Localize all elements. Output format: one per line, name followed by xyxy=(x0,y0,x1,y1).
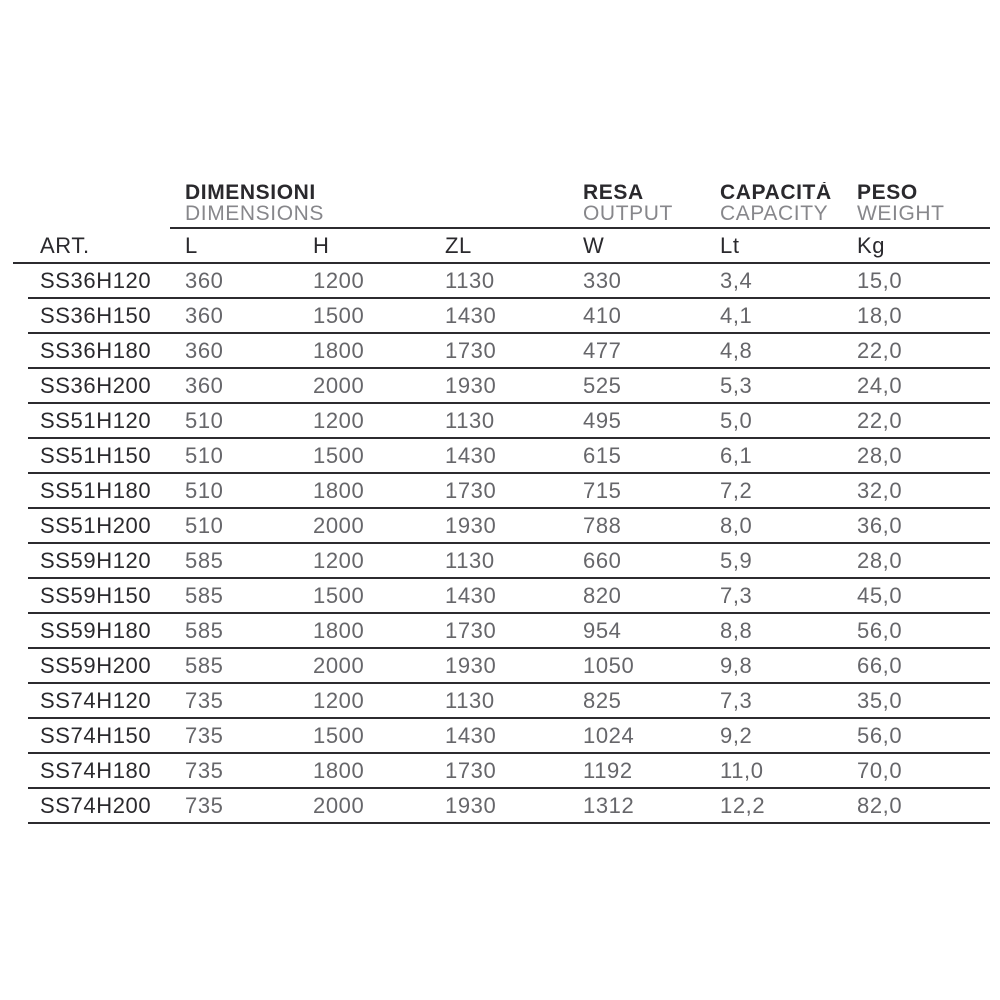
cell-art: SS36H150 xyxy=(40,302,152,328)
cell-w: 660 xyxy=(583,547,622,573)
group-capacity xyxy=(720,182,857,224)
cell-h: 1500 xyxy=(313,722,365,748)
column-header-lt: Lt xyxy=(720,232,740,258)
group-dimensions xyxy=(185,182,583,224)
cell-h: 2000 xyxy=(313,792,365,818)
cell-w: 825 xyxy=(583,687,622,713)
table-row xyxy=(28,614,990,649)
cell-art: SS74H180 xyxy=(40,757,152,783)
cell-zl: 1730 xyxy=(445,337,497,363)
cell-kg: 36,0 xyxy=(857,512,903,538)
group-dimensions-en: DIMENSIONS xyxy=(185,202,325,224)
cell-w: 1050 xyxy=(583,652,635,678)
cell-l: 735 xyxy=(185,687,224,713)
cell-zl: 1430 xyxy=(445,582,497,608)
table-row xyxy=(28,684,990,719)
cell-l: 585 xyxy=(185,582,224,608)
group-output-en: OUTPUT xyxy=(583,202,673,224)
cell-h: 1800 xyxy=(313,477,365,503)
cell-lt: 5,9 xyxy=(720,547,753,573)
cell-art: SS36H180 xyxy=(40,337,152,363)
column-header-zl: ZL xyxy=(445,232,472,258)
cell-h: 2000 xyxy=(313,652,365,678)
cell-kg: 45,0 xyxy=(857,582,903,608)
cell-kg: 18,0 xyxy=(857,302,903,328)
group-weight-it: PESO xyxy=(857,182,918,204)
cell-w: 495 xyxy=(583,407,622,433)
cell-kg: 56,0 xyxy=(857,722,903,748)
cell-l: 510 xyxy=(185,512,224,538)
cell-w: 1312 xyxy=(583,792,635,818)
cell-l: 735 xyxy=(185,757,224,783)
column-header-kg: Kg xyxy=(857,232,886,258)
cell-lt: 3,4 xyxy=(720,267,753,293)
group-output-it: RESA xyxy=(583,182,644,204)
cell-zl: 1430 xyxy=(445,302,497,328)
cell-h: 1200 xyxy=(313,267,365,293)
cell-l: 735 xyxy=(185,792,224,818)
cell-l: 360 xyxy=(185,337,224,363)
cell-kg: 66,0 xyxy=(857,652,903,678)
cell-l: 585 xyxy=(185,652,224,678)
cell-lt: 7,3 xyxy=(720,582,753,608)
cell-zl: 1130 xyxy=(445,407,495,433)
cell-art: SS51H180 xyxy=(40,477,152,503)
cell-zl: 1430 xyxy=(445,722,497,748)
cell-l: 510 xyxy=(185,477,224,503)
group-weight xyxy=(857,182,990,224)
cell-art: SS51H200 xyxy=(40,512,152,538)
table-row xyxy=(28,754,990,789)
cell-w: 330 xyxy=(583,267,622,293)
cell-w: 410 xyxy=(583,302,622,328)
cell-art: SS59H200 xyxy=(40,652,152,678)
cell-art: SS36H120 xyxy=(40,267,152,293)
cell-h: 1800 xyxy=(313,757,365,783)
cell-h: 1200 xyxy=(313,547,365,573)
cell-lt: 8,8 xyxy=(720,617,753,643)
group-output xyxy=(583,182,720,224)
cell-kg: 82,0 xyxy=(857,792,903,818)
cell-h: 2000 xyxy=(313,512,365,538)
table-body xyxy=(13,264,990,824)
cell-lt: 4,8 xyxy=(720,337,753,363)
cell-zl: 1730 xyxy=(445,617,497,643)
group-dimensions-it: DIMENSIONI xyxy=(185,182,316,204)
table-row xyxy=(28,509,990,544)
cell-lt: 8,0 xyxy=(720,512,753,538)
table-row xyxy=(28,719,990,754)
group-spacer xyxy=(13,182,185,224)
table-row xyxy=(28,649,990,684)
table-row xyxy=(28,299,990,334)
cell-h: 1500 xyxy=(313,302,365,328)
cell-l: 360 xyxy=(185,267,224,293)
cell-h: 1800 xyxy=(313,617,365,643)
cell-art: SS74H200 xyxy=(40,792,152,818)
column-header-art: ART. xyxy=(40,232,90,258)
cell-h: 1500 xyxy=(313,442,365,468)
cell-kg: 24,0 xyxy=(857,372,903,398)
cell-lt: 11,0 xyxy=(720,757,764,783)
cell-lt: 5,3 xyxy=(720,372,753,398)
cell-art: SS36H200 xyxy=(40,372,152,398)
table-row xyxy=(28,264,990,299)
cell-zl: 1130 xyxy=(445,687,495,713)
cell-zl: 1130 xyxy=(445,267,495,293)
cell-l: 360 xyxy=(185,372,224,398)
cell-art: SS59H180 xyxy=(40,617,152,643)
table-row xyxy=(28,474,990,509)
cell-zl: 1430 xyxy=(445,442,497,468)
table-row xyxy=(28,439,990,474)
cell-kg: 56,0 xyxy=(857,617,903,643)
product-spec-table xyxy=(13,181,990,824)
group-capacity-it: CAPACITÀ xyxy=(720,182,832,204)
cell-art: SS59H120 xyxy=(40,547,152,573)
cell-lt: 6,1 xyxy=(720,442,753,468)
cell-zl: 1730 xyxy=(445,757,497,783)
cell-art: SS74H150 xyxy=(40,722,152,748)
cell-w: 477 xyxy=(583,337,622,363)
cell-lt: 5,0 xyxy=(720,407,753,433)
column-header-w: W xyxy=(583,232,605,258)
cell-kg: 70,0 xyxy=(857,757,903,783)
cell-zl: 1930 xyxy=(445,792,497,818)
table-row xyxy=(28,789,990,824)
cell-h: 1500 xyxy=(313,582,365,608)
cell-art: SS74H120 xyxy=(40,687,152,713)
cell-l: 585 xyxy=(185,617,224,643)
cell-zl: 1730 xyxy=(445,477,497,503)
cell-kg: 28,0 xyxy=(857,442,903,468)
cell-lt: 12,2 xyxy=(720,792,766,818)
cell-h: 2000 xyxy=(313,372,365,398)
cell-w: 715 xyxy=(583,477,622,503)
cell-h: 1800 xyxy=(313,337,365,363)
cell-w: 525 xyxy=(583,372,622,398)
cell-zl: 1930 xyxy=(445,372,497,398)
cell-l: 360 xyxy=(185,302,224,328)
cell-l: 510 xyxy=(185,407,224,433)
cell-lt: 7,2 xyxy=(720,477,753,503)
cell-kg: 22,0 xyxy=(857,407,903,433)
cell-w: 820 xyxy=(583,582,622,608)
cell-kg: 28,0 xyxy=(857,547,903,573)
cell-kg: 32,0 xyxy=(857,477,903,503)
cell-l: 585 xyxy=(185,547,224,573)
cell-kg: 22,0 xyxy=(857,337,903,363)
cell-h: 1200 xyxy=(313,407,365,433)
cell-w: 615 xyxy=(583,442,622,468)
cell-art: SS59H150 xyxy=(40,582,152,608)
cell-w: 1024 xyxy=(583,722,635,748)
cell-w: 788 xyxy=(583,512,622,538)
cell-w: 954 xyxy=(583,617,622,643)
cell-zl: 1930 xyxy=(445,652,497,678)
group-weight-en: WEIGHT xyxy=(857,202,945,224)
table-row xyxy=(28,369,990,404)
cell-lt: 9,2 xyxy=(720,722,753,748)
column-header-l: L xyxy=(185,232,198,258)
cell-w: 1192 xyxy=(583,757,633,783)
cell-zl: 1130 xyxy=(445,547,495,573)
column-header-row xyxy=(13,229,990,264)
cell-l: 510 xyxy=(185,442,224,468)
cell-art: SS51H120 xyxy=(40,407,152,433)
cell-lt: 4,1 xyxy=(720,302,753,328)
table-row xyxy=(28,334,990,369)
table-row xyxy=(28,544,990,579)
cell-art: SS51H150 xyxy=(40,442,152,468)
group-capacity-en: CAPACITY xyxy=(720,202,829,224)
table-row xyxy=(28,404,990,439)
cell-lt: 9,8 xyxy=(720,652,753,678)
table-row xyxy=(28,579,990,614)
cell-h: 1200 xyxy=(313,687,365,713)
cell-lt: 7,3 xyxy=(720,687,753,713)
cell-kg: 35,0 xyxy=(857,687,903,713)
cell-kg: 15,0 xyxy=(857,267,903,293)
cell-l: 735 xyxy=(185,722,224,748)
column-header-h: H xyxy=(313,232,330,258)
cell-zl: 1930 xyxy=(445,512,497,538)
group-header-row xyxy=(13,181,990,224)
